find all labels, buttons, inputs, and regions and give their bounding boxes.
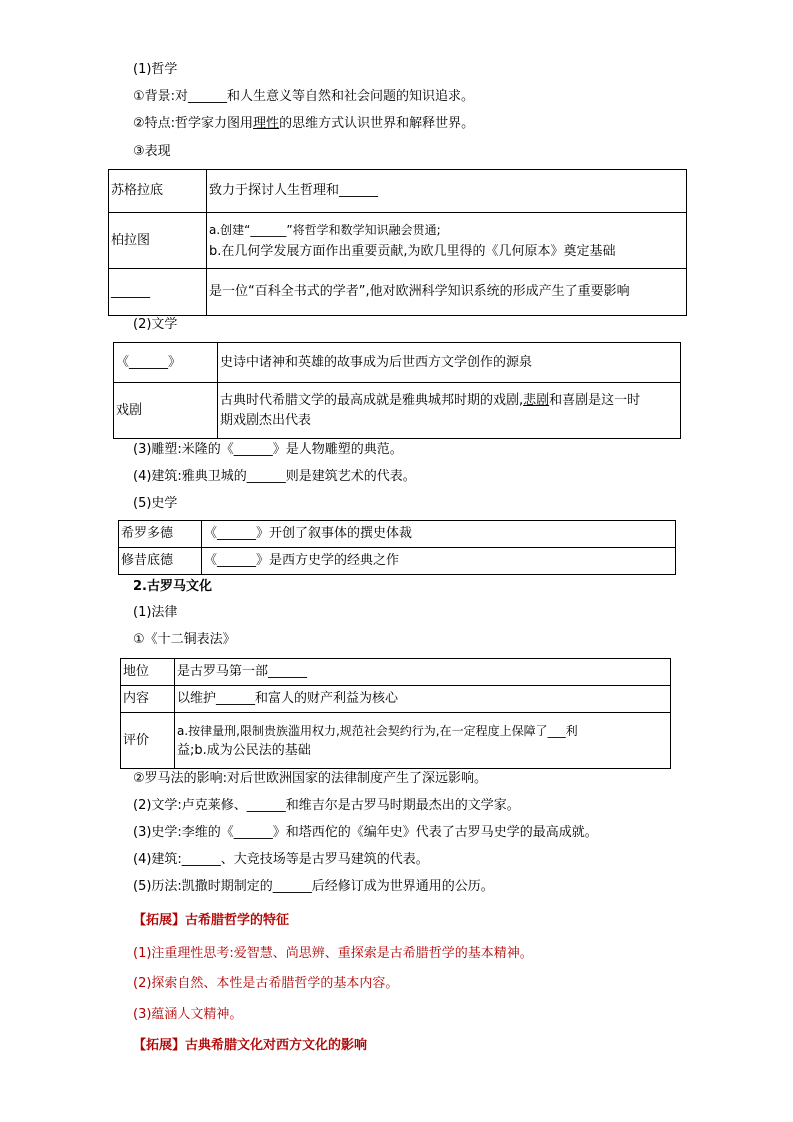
literature-table xyxy=(113,342,681,439)
rome-literature: (2)文学:卢克莱修、______和维吉尔是古罗马时期最杰出的文学家。 xyxy=(133,798,520,813)
desc-text: 古典时代希腊文学的最高成就是雅典城邦时期的戏剧, xyxy=(220,392,524,408)
law-aspect: 评价 xyxy=(121,713,175,769)
table-row xyxy=(121,686,671,713)
philosopher-desc: 是一位“百科全书式的学者”,他对欧洲科学知识系统的形成产生了重要影响 xyxy=(207,269,687,316)
historian-desc: 《______》是西方史学的经典之作 xyxy=(202,548,676,575)
table-row xyxy=(109,213,687,269)
architecture-line: (4)建筑:雅典卫城的______则是建筑艺术的代表。 xyxy=(133,469,416,484)
philosophy-performance: ③表现 xyxy=(133,144,171,159)
desc-underlined: 悲剧 xyxy=(523,392,550,408)
table-row xyxy=(114,383,681,439)
historian-desc: 《______》开创了叙事体的撰史体裁 xyxy=(202,521,676,548)
law-aspect: 地位 xyxy=(121,659,175,686)
rome-history: (3)史学:李维的《______》和塔西佗的《编年史》代表了古罗马史学的最高成就。 xyxy=(133,825,598,840)
law-influence: ②罗马法的影响:对后世欧洲国家的法律制度产生了深远影响。 xyxy=(133,771,488,786)
rome-title: 2.古罗马文化 xyxy=(133,579,212,594)
extension2-title: 【拓展】古典希腊文化对西方文化的影响 xyxy=(133,1038,368,1053)
law-table xyxy=(120,658,671,769)
desc-text: 和喜剧是这一时 xyxy=(549,392,641,408)
table-row xyxy=(109,170,687,213)
table-row xyxy=(121,659,671,686)
desc-line: 期戏剧杰出代表 xyxy=(220,412,312,428)
literature-name: 戏剧 xyxy=(114,383,218,439)
sculpture-line: (3)雕塑:米隆的《______》是人物雕塑的典范。 xyxy=(133,442,403,457)
literature-desc xyxy=(218,383,681,439)
historian-name: 希罗多德 xyxy=(119,521,202,548)
desc-line: a.创建“______”将哲学和数学知识融会贯通; xyxy=(209,222,441,237)
philosopher-name: 苏格拉底 xyxy=(109,170,207,213)
extension1-item: (1)注重理性思考:爱智慧、尚思辨、重探索是古希腊哲学的基本精神。 xyxy=(133,946,533,961)
philosophy-background: ①背景:对______和人生意义等自然和社会问题的知识追求。 xyxy=(133,89,475,104)
philosophers-table xyxy=(108,169,687,316)
philosopher-name: ______ xyxy=(109,269,207,316)
philosopher-desc: 致力于探讨人生哲理和______ xyxy=(207,170,687,213)
philosopher-name: 柏拉图 xyxy=(109,213,207,269)
table-row xyxy=(109,269,687,316)
twelve-tables: ①《十二铜表法》 xyxy=(133,632,236,647)
philosophy-feature-prefix: ②特点:哲学家力图用 xyxy=(133,116,254,131)
law-desc: 是古罗马第一部______ xyxy=(175,659,671,686)
law-desc: 以维护______和富人的财产利益为核心 xyxy=(175,686,671,713)
table-row xyxy=(114,343,681,383)
literature-title: (2)文学 xyxy=(133,317,178,332)
historian-name: 修昔底德 xyxy=(119,548,202,575)
extension1-title: 【拓展】古希腊哲学的特征 xyxy=(133,913,290,928)
rome-architecture: (4)建筑:______、大竞技场等是古罗马建筑的代表。 xyxy=(133,852,429,867)
extension1-item: (3)蕴涵人文精神。 xyxy=(133,1007,243,1022)
philosophy-feature-underlined: 理性 xyxy=(253,116,280,131)
philosophy-feature xyxy=(133,115,474,133)
history-title: (5)史学 xyxy=(133,496,178,511)
history-table xyxy=(118,520,676,575)
table-row xyxy=(119,521,676,548)
desc-line: a.按律量刑,限制贵族滥用权力,规范社会契约行为,在一定程度上保障了___利 xyxy=(177,723,578,738)
literature-name: 《______》 xyxy=(114,343,218,383)
literature-desc: 史诗中诸神和英雄的故事成为后世西方文学创作的源泉 xyxy=(218,343,681,383)
desc-line: b.在几何学发展方面作出重要贡献,为欧几里得的《几何原本》奠定基础 xyxy=(209,243,616,259)
law-desc xyxy=(175,713,671,769)
table-row xyxy=(119,548,676,575)
philosophy-feature-suffix: 的思维方式认识世界和解释世界。 xyxy=(279,116,475,131)
law-title: (1)法律 xyxy=(133,605,178,620)
rome-calendar: (5)历法:凯撒时期制定的______后经修订成为世界通用的公历。 xyxy=(133,879,494,894)
extension1-item: (2)探索自然、本性是古希腊哲学的基本内容。 xyxy=(133,976,399,991)
desc-line xyxy=(220,391,678,411)
philosophy-title: (1)哲学 xyxy=(133,62,178,77)
law-aspect: 内容 xyxy=(121,686,175,713)
desc-line: 益;b.成为公民法的基础 xyxy=(177,742,311,758)
philosopher-desc xyxy=(207,213,687,269)
table-row xyxy=(121,713,671,769)
